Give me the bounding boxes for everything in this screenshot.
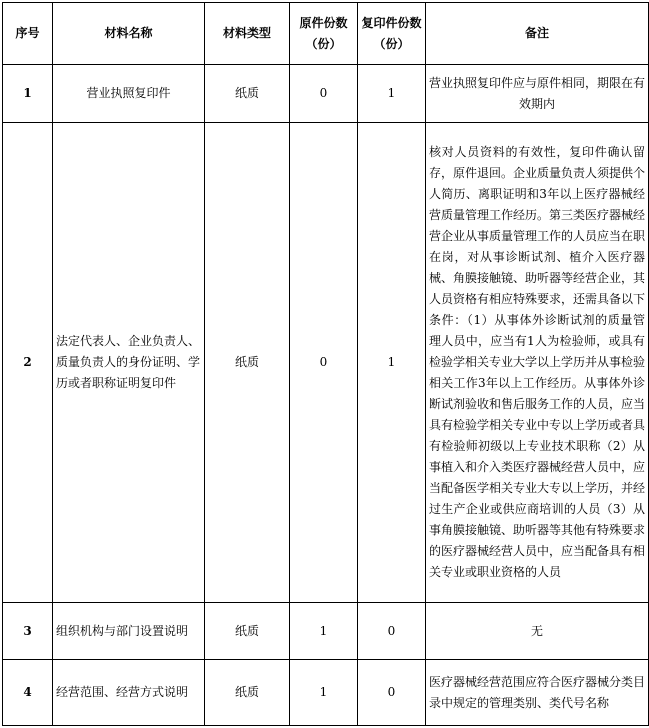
header-copy-count: 复印件份数（份） [358,3,426,65]
table-row [3,603,649,660]
row-copy-count: 0 [358,660,426,726]
table-row [3,660,649,726]
header-name: 材料名称 [53,3,205,65]
row-copy-count: 0 [358,603,426,660]
row-note: 营业执照复印件应与原件相同，期限在有效期内 [426,65,649,123]
row-original-count: 0 [290,65,358,123]
row-type: 纸质 [205,123,290,603]
row-name: 组织机构与部门设置说明 [53,603,205,660]
table-row [3,65,649,123]
row-type: 纸质 [205,660,290,726]
row-type: 纸质 [205,65,290,123]
row-original-count: 1 [290,603,358,660]
row-copy-count: 1 [358,65,426,123]
row-original-count: 0 [290,123,358,603]
table-header-row [3,3,649,65]
header-note: 备注 [426,3,649,65]
row-copy-count: 1 [358,123,426,603]
row-seq: 4 [3,660,53,726]
row-note: 核对人员资料的有效性，复印件确认留存，原件退回。企业质量负责人须提供个人简历、离职证明和3年以上医疗器械经营质量管理工作经历。第三类医疗器械经营企业从事质量管理工作的人员应当在职在岗，对从事诊断试剂、植介入医疗器械、角膜接触镜、助听器等经营企业，其人员资格有相应特殊要求，还需具备以下条件：（1）从事体外诊断试剂的质量管理人员中，应当有1人为检验师，或具有检验学相关专业大学以上学历并从事检验相关工作3年以上工作经历。从事体外诊断试剂验收和售后服务工作的人员，应当具有检验学相关专业中专以上学历或者具有检验师初级以上专业技术职称（2）从事植入和介入类医疗器械经营人员中，应当配备医学相关专业大专以上学历，并经过生产企业或供应商培训的人员（3）从事角膜接触镜、助听器等其他有特殊要求的医疗器械经营人员中，应当配备具有相关专业或职业资格的人员 [426,123,649,603]
row-seq: 3 [3,603,53,660]
row-name: 法定代表人、企业负责人、质量负责人的身份证明、学历或者职称证明复印件 [53,123,205,603]
row-note: 无 [426,603,649,660]
row-original-count: 1 [290,660,358,726]
header-original-count: 原件份数（份） [290,3,358,65]
row-name: 经营范围、经营方式说明 [53,660,205,726]
materials-table [2,2,649,726]
header-seq: 序号 [3,3,53,65]
row-note: 医疗器械经营范围应符合医疗器械分类目录中规定的管理类别、类代号名称 [426,660,649,726]
header-type: 材料类型 [205,3,290,65]
row-type: 纸质 [205,603,290,660]
row-name: 营业执照复印件 [53,65,205,123]
row-seq: 2 [3,123,53,603]
row-seq: 1 [3,65,53,123]
table-row [3,123,649,603]
